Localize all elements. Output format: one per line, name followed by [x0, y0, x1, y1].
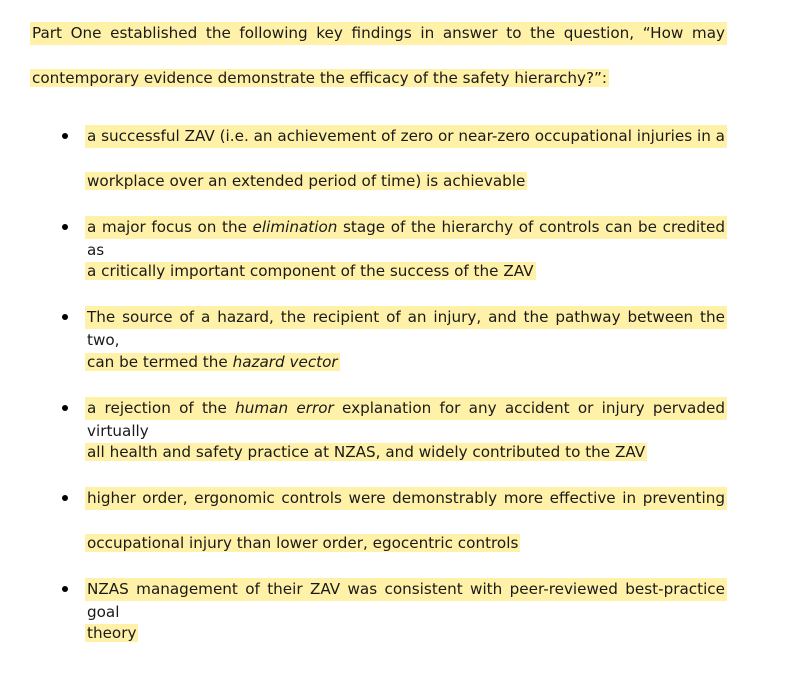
finding-4-line-1	[85, 397, 727, 440]
finding-4-line-1-post: explanation for any accident or injury pervaded virtually	[87, 399, 725, 440]
finding-4-line-1-emphasis: human error	[235, 399, 334, 417]
finding-4-line-1-pre: a rejection of the	[87, 399, 236, 417]
finding-3-line-2-pre: can be termed the	[87, 353, 233, 371]
finding-4-line-2: all health and safety practice at NZAS, and widely contributed to the ZAV	[87, 443, 646, 461]
intro-line-2-wrap	[30, 67, 609, 90]
finding-1-line-2-wrap	[85, 170, 527, 193]
finding-5-line-2-wrap	[85, 532, 520, 555]
intro-line-1: Part One established the following key findings in answer to the question, “How may	[30, 22, 727, 45]
bullet-icon	[58, 397, 72, 420]
finding-3-line-2	[85, 353, 340, 371]
finding-1-line-2: workplace over an extended period of time) is achievable	[87, 172, 526, 190]
bullet-icon	[58, 306, 72, 329]
finding-5-line-1: higher order, ergonomic controls were demonstrably more effective in preventing	[85, 487, 727, 510]
finding-2-line-1-pre: a major focus on the	[87, 218, 253, 236]
intro-line-2: contemporary evidence demonstrate the efficacy of the safety hierarchy?”:	[32, 69, 607, 87]
finding-2-line-2-wrap	[85, 260, 536, 283]
finding-2-line-1-post: stage of the hierarchy of controls can be credited as	[87, 218, 725, 259]
finding-5-line-2: occupational injury than lower order, egocentric controls	[87, 534, 519, 552]
bullet-icon	[58, 216, 72, 239]
bullet-icon	[58, 487, 72, 510]
finding-2-line-2: a critically important component of the success of the ZAV	[87, 262, 534, 280]
finding-2-line-1-emphasis: elimination	[252, 218, 338, 236]
finding-3-line-1: The source of a hazard, the recipient of an injury, and the pathway between the two,	[87, 308, 725, 349]
finding-1-line-1: a successful ZAV (i.e. an achievement of zero or near-zero occupational injuries in a	[85, 125, 727, 148]
finding-6-line-2-wrap	[85, 622, 138, 645]
bullet-icon	[58, 125, 72, 148]
finding-6-line-1: NZAS management of their ZAV was consistent with peer-reviewed best-practice goal	[87, 580, 725, 621]
finding-3-line-2-emphasis: hazard vector	[232, 353, 338, 371]
finding-3-line-2-wrap	[85, 351, 340, 374]
bullet-icon	[58, 578, 72, 601]
finding-6-line-2: theory	[87, 624, 137, 642]
finding-2-line-1	[85, 216, 727, 259]
finding-4-line-2-wrap	[85, 441, 647, 464]
